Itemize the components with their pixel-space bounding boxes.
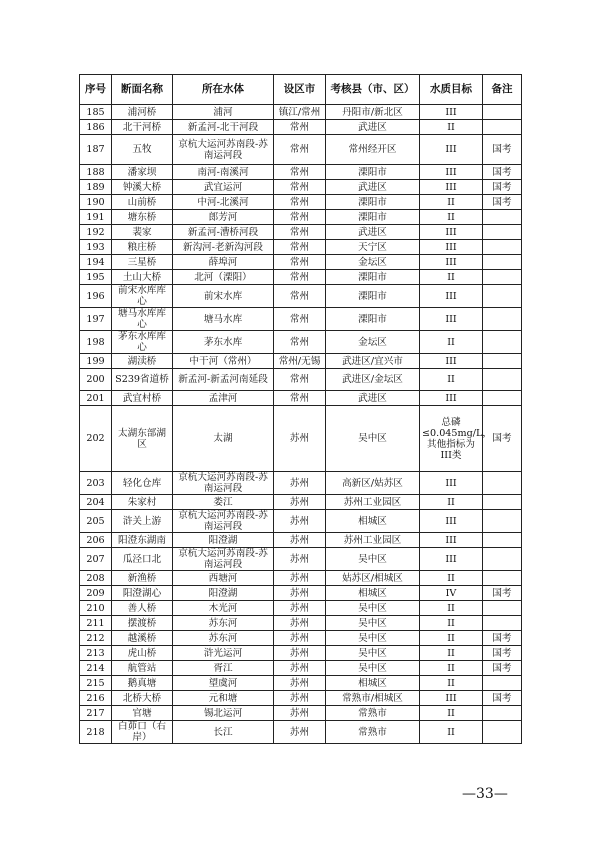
table-row bbox=[80, 691, 522, 706]
row-section-name: 官塘 bbox=[112, 706, 173, 721]
row-note bbox=[483, 369, 522, 391]
row-water-body: 中河-北溪河 bbox=[173, 195, 274, 210]
row-city: 常州 bbox=[274, 308, 326, 331]
row-quality-goal: II bbox=[420, 601, 483, 616]
row-quality-goal: II bbox=[420, 646, 483, 661]
row-note bbox=[483, 706, 522, 721]
row-section-name: 钟溪大桥 bbox=[112, 180, 173, 195]
row-city: 苏州 bbox=[274, 616, 326, 631]
row-section-name: 鹅真塘 bbox=[112, 676, 173, 691]
row-county: 金坛区 bbox=[326, 255, 420, 270]
row-no: 198 bbox=[80, 331, 112, 354]
row-section-name: 前宋水库库心 bbox=[112, 285, 173, 308]
table-row bbox=[80, 135, 522, 165]
row-water-body: 太湖 bbox=[173, 406, 274, 472]
table-row bbox=[80, 472, 522, 495]
row-note: 国考 bbox=[483, 195, 522, 210]
header-no: 序号 bbox=[80, 75, 112, 105]
row-city: 苏州 bbox=[274, 601, 326, 616]
row-section-name: 浒关上游 bbox=[112, 510, 173, 533]
row-note bbox=[483, 391, 522, 406]
row-note bbox=[483, 533, 522, 548]
row-water-body: 锡北运河 bbox=[173, 706, 274, 721]
row-note bbox=[483, 721, 522, 744]
row-city: 苏州 bbox=[274, 631, 326, 646]
row-note bbox=[483, 472, 522, 495]
row-county: 丹阳市/新北区 bbox=[326, 105, 420, 120]
row-quality-goal: II bbox=[420, 495, 483, 510]
row-note bbox=[483, 571, 522, 586]
row-water-body: 苏东河 bbox=[173, 616, 274, 631]
row-water-body: 郎芳河 bbox=[173, 210, 274, 225]
header-note: 备注 bbox=[483, 75, 522, 105]
row-note bbox=[483, 240, 522, 255]
row-quality-goal: IV bbox=[420, 586, 483, 601]
row-section-name: S239省道桥 bbox=[112, 369, 173, 391]
row-section-name: 白茆口（右岸） bbox=[112, 721, 173, 744]
row-no: 212 bbox=[80, 631, 112, 646]
row-no: 213 bbox=[80, 646, 112, 661]
row-no: 202 bbox=[80, 406, 112, 472]
header-water-body: 所在水体 bbox=[173, 75, 274, 105]
row-city: 常州 bbox=[274, 180, 326, 195]
row-no: 188 bbox=[80, 165, 112, 180]
row-water-body: 木光河 bbox=[173, 601, 274, 616]
row-county: 武进区 bbox=[326, 391, 420, 406]
row-water-body: 胥江 bbox=[173, 661, 274, 676]
row-county: 溧阳市 bbox=[326, 165, 420, 180]
table-row bbox=[80, 270, 522, 285]
row-section-name: 善人桥 bbox=[112, 601, 173, 616]
row-county: 吴中区 bbox=[326, 646, 420, 661]
row-note: 国考 bbox=[483, 646, 522, 661]
row-note: 国考 bbox=[483, 661, 522, 676]
row-quality-goal: III bbox=[420, 472, 483, 495]
row-quality-goal: II bbox=[420, 661, 483, 676]
row-water-body: 茅东水库 bbox=[173, 331, 274, 354]
row-city: 苏州 bbox=[274, 472, 326, 495]
row-county: 常熟市 bbox=[326, 706, 420, 721]
row-county: 吴中区 bbox=[326, 406, 420, 472]
row-water-body: 孟津河 bbox=[173, 391, 274, 406]
row-city: 苏州 bbox=[274, 646, 326, 661]
row-section-name: 塘马水库库心 bbox=[112, 308, 173, 331]
row-county: 常州经开区 bbox=[326, 135, 420, 165]
row-county: 武进区 bbox=[326, 225, 420, 240]
row-quality-goal: II bbox=[420, 270, 483, 285]
row-county: 武进区/宜兴市 bbox=[326, 354, 420, 369]
row-no: 196 bbox=[80, 285, 112, 308]
row-city: 苏州 bbox=[274, 676, 326, 691]
table-row bbox=[80, 391, 522, 406]
row-county: 溧阳市 bbox=[326, 195, 420, 210]
row-no: 214 bbox=[80, 661, 112, 676]
row-no: 192 bbox=[80, 225, 112, 240]
row-section-name: 裴家 bbox=[112, 225, 173, 240]
page-number: —33— bbox=[462, 786, 508, 802]
row-section-name: 北干河桥 bbox=[112, 120, 173, 135]
row-no: 217 bbox=[80, 706, 112, 721]
table-row bbox=[80, 548, 522, 571]
header-city: 设区市 bbox=[274, 75, 326, 105]
row-note: 国考 bbox=[483, 406, 522, 472]
row-note bbox=[483, 548, 522, 571]
row-no: 209 bbox=[80, 586, 112, 601]
row-section-name: 三星桥 bbox=[112, 255, 173, 270]
table-row bbox=[80, 661, 522, 676]
table-row bbox=[80, 601, 522, 616]
row-city: 苏州 bbox=[274, 510, 326, 533]
row-city: 常州 bbox=[274, 120, 326, 135]
row-city: 苏州 bbox=[274, 495, 326, 510]
row-quality-goal: II bbox=[420, 721, 483, 744]
row-county: 天宁区 bbox=[326, 240, 420, 255]
row-no: 197 bbox=[80, 308, 112, 331]
row-city: 常州/无锡 bbox=[274, 354, 326, 369]
row-water-body: 长江 bbox=[173, 721, 274, 744]
row-section-name: 阳澄湖心 bbox=[112, 586, 173, 601]
header-county: 考核县（市、区） bbox=[326, 75, 420, 105]
row-note bbox=[483, 616, 522, 631]
row-no: 199 bbox=[80, 354, 112, 369]
row-county: 溧阳市 bbox=[326, 270, 420, 285]
row-section-name: 航管站 bbox=[112, 661, 173, 676]
table-row bbox=[80, 631, 522, 646]
row-no: 210 bbox=[80, 601, 112, 616]
header-quality-goal: 水质目标 bbox=[420, 75, 483, 105]
row-no: 193 bbox=[80, 240, 112, 255]
row-water-body: 薛埠河 bbox=[173, 255, 274, 270]
row-county: 金坛区 bbox=[326, 331, 420, 354]
row-county: 高新区/姑苏区 bbox=[326, 472, 420, 495]
row-city: 苏州 bbox=[274, 706, 326, 721]
row-no: 187 bbox=[80, 135, 112, 165]
row-quality-goal: III bbox=[420, 165, 483, 180]
row-city: 镇江/常州 bbox=[274, 105, 326, 120]
row-county: 溧阳市 bbox=[326, 285, 420, 308]
row-city: 常州 bbox=[274, 165, 326, 180]
table-row bbox=[80, 165, 522, 180]
row-city: 苏州 bbox=[274, 691, 326, 706]
row-city: 苏州 bbox=[274, 586, 326, 601]
row-no: 195 bbox=[80, 270, 112, 285]
row-no: 191 bbox=[80, 210, 112, 225]
row-county: 吴中区 bbox=[326, 616, 420, 631]
row-water-body: 南河-南溪河 bbox=[173, 165, 274, 180]
row-water-body: 娄江 bbox=[173, 495, 274, 510]
row-section-name: 土山大桥 bbox=[112, 270, 173, 285]
row-no: 211 bbox=[80, 616, 112, 631]
row-county: 苏州工业园区 bbox=[326, 533, 420, 548]
row-note bbox=[483, 255, 522, 270]
row-section-name: 武宜村桥 bbox=[112, 391, 173, 406]
row-note bbox=[483, 495, 522, 510]
row-city: 常州 bbox=[274, 240, 326, 255]
row-quality-goal: II bbox=[420, 369, 483, 391]
row-note bbox=[483, 510, 522, 533]
table-row bbox=[80, 721, 522, 744]
row-quality-goal: III bbox=[420, 285, 483, 308]
table-row bbox=[80, 210, 522, 225]
row-water-body: 前宋水库 bbox=[173, 285, 274, 308]
row-city: 苏州 bbox=[274, 406, 326, 472]
table-row bbox=[80, 406, 522, 472]
row-water-body: 塘马水库 bbox=[173, 308, 274, 331]
row-note bbox=[483, 270, 522, 285]
row-quality-goal: III bbox=[420, 533, 483, 548]
row-quality-goal: III bbox=[420, 548, 483, 571]
table-row bbox=[80, 354, 522, 369]
row-section-name: 塘东桥 bbox=[112, 210, 173, 225]
row-quality-goal: 总磷≤0.045mg/L，其他指标为III类 bbox=[420, 406, 483, 472]
row-city: 苏州 bbox=[274, 533, 326, 548]
row-note bbox=[483, 210, 522, 225]
row-section-name: 太湖东部湖区 bbox=[112, 406, 173, 472]
table-row bbox=[80, 225, 522, 240]
row-water-body: 京杭大运河苏南段-苏南运河段 bbox=[173, 135, 274, 165]
row-city: 苏州 bbox=[274, 571, 326, 586]
row-quality-goal: III bbox=[420, 225, 483, 240]
row-water-body: 阳澄湖 bbox=[173, 586, 274, 601]
row-county: 相城区 bbox=[326, 586, 420, 601]
row-quality-goal: III bbox=[420, 180, 483, 195]
row-note: 国考 bbox=[483, 631, 522, 646]
row-water-body: 浒光运河 bbox=[173, 646, 274, 661]
row-note bbox=[483, 331, 522, 354]
row-note bbox=[483, 120, 522, 135]
row-quality-goal: II bbox=[420, 616, 483, 631]
row-no: 186 bbox=[80, 120, 112, 135]
row-water-body: 西塘河 bbox=[173, 571, 274, 586]
row-section-name: 朱家村 bbox=[112, 495, 173, 510]
row-county: 姑苏区/相城区 bbox=[326, 571, 420, 586]
row-water-body: 武宜运河 bbox=[173, 180, 274, 195]
row-city: 苏州 bbox=[274, 721, 326, 744]
row-quality-goal: III bbox=[420, 240, 483, 255]
row-no: 190 bbox=[80, 195, 112, 210]
row-county: 常熟市/相城区 bbox=[326, 691, 420, 706]
row-quality-goal: II bbox=[420, 631, 483, 646]
row-no: 203 bbox=[80, 472, 112, 495]
row-note: 国考 bbox=[483, 165, 522, 180]
row-section-name: 湖渎桥 bbox=[112, 354, 173, 369]
row-note bbox=[483, 225, 522, 240]
row-county: 常熟市 bbox=[326, 721, 420, 744]
row-water-body: 阳澄湖 bbox=[173, 533, 274, 548]
row-quality-goal: III bbox=[420, 510, 483, 533]
row-city: 常州 bbox=[274, 270, 326, 285]
row-city: 常州 bbox=[274, 135, 326, 165]
table-row bbox=[80, 285, 522, 308]
row-water-body: 新孟河-漕桥河段 bbox=[173, 225, 274, 240]
row-section-name: 五牧 bbox=[112, 135, 173, 165]
row-note: 国考 bbox=[483, 586, 522, 601]
row-section-name: 摆渡桥 bbox=[112, 616, 173, 631]
water-quality-table bbox=[79, 74, 522, 744]
row-quality-goal: III bbox=[420, 105, 483, 120]
row-county: 武进区 bbox=[326, 120, 420, 135]
row-city: 常州 bbox=[274, 285, 326, 308]
row-city: 苏州 bbox=[274, 548, 326, 571]
row-note bbox=[483, 676, 522, 691]
row-section-name: 越溪桥 bbox=[112, 631, 173, 646]
row-section-name: 新渔桥 bbox=[112, 571, 173, 586]
row-water-body: 北河（溧阳） bbox=[173, 270, 274, 285]
row-no: 205 bbox=[80, 510, 112, 533]
row-water-body: 京杭大运河苏南段-苏南运河段 bbox=[173, 472, 274, 495]
row-no: 200 bbox=[80, 369, 112, 391]
row-quality-goal: III bbox=[420, 135, 483, 165]
row-city: 常州 bbox=[274, 225, 326, 240]
table-row bbox=[80, 646, 522, 661]
row-quality-goal: II bbox=[420, 210, 483, 225]
row-county: 吴中区 bbox=[326, 548, 420, 571]
row-no: 201 bbox=[80, 391, 112, 406]
row-water-body: 元和塘 bbox=[173, 691, 274, 706]
header-section-name: 断面名称 bbox=[112, 75, 173, 105]
row-note bbox=[483, 308, 522, 331]
row-no: 218 bbox=[80, 721, 112, 744]
table-row bbox=[80, 571, 522, 586]
row-section-name: 虎山桥 bbox=[112, 646, 173, 661]
row-section-name: 山前桥 bbox=[112, 195, 173, 210]
row-section-name: 茅东水库库心 bbox=[112, 331, 173, 354]
table-header-row bbox=[80, 75, 522, 105]
row-section-name: 北桥大桥 bbox=[112, 691, 173, 706]
row-section-name: 瓜泾口北 bbox=[112, 548, 173, 571]
row-county: 溧阳市 bbox=[326, 308, 420, 331]
row-water-body: 新沟河-老新沟河段 bbox=[173, 240, 274, 255]
row-note: 国考 bbox=[483, 180, 522, 195]
row-water-body: 新孟河-北干河段 bbox=[173, 120, 274, 135]
row-county: 吴中区 bbox=[326, 661, 420, 676]
row-city: 常州 bbox=[274, 255, 326, 270]
table-row bbox=[80, 586, 522, 601]
row-no: 185 bbox=[80, 105, 112, 120]
row-quality-goal: II bbox=[420, 676, 483, 691]
row-note bbox=[483, 354, 522, 369]
row-note bbox=[483, 601, 522, 616]
row-quality-goal: II bbox=[420, 195, 483, 210]
row-no: 215 bbox=[80, 676, 112, 691]
row-county: 溧阳市 bbox=[326, 210, 420, 225]
row-city: 苏州 bbox=[274, 661, 326, 676]
row-section-name: 浦河桥 bbox=[112, 105, 173, 120]
table-row bbox=[80, 240, 522, 255]
table-row bbox=[80, 495, 522, 510]
row-county: 相城区 bbox=[326, 676, 420, 691]
row-quality-goal: II bbox=[420, 571, 483, 586]
row-no: 204 bbox=[80, 495, 112, 510]
row-note: 国考 bbox=[483, 691, 522, 706]
table-row bbox=[80, 706, 522, 721]
row-city: 常州 bbox=[274, 391, 326, 406]
row-section-name: 阳澄东湖南 bbox=[112, 533, 173, 548]
table-row bbox=[80, 120, 522, 135]
row-county: 吴中区 bbox=[326, 631, 420, 646]
row-city: 常州 bbox=[274, 195, 326, 210]
row-quality-goal: III bbox=[420, 391, 483, 406]
table-row bbox=[80, 676, 522, 691]
row-no: 216 bbox=[80, 691, 112, 706]
row-quality-goal: III bbox=[420, 691, 483, 706]
row-county: 相城区 bbox=[326, 510, 420, 533]
row-county: 武进区 bbox=[326, 180, 420, 195]
table-row bbox=[80, 331, 522, 354]
row-county: 武进区/金坛区 bbox=[326, 369, 420, 391]
table-row bbox=[80, 180, 522, 195]
row-water-body: 苏东河 bbox=[173, 631, 274, 646]
table-row bbox=[80, 308, 522, 331]
row-water-body: 浦河 bbox=[173, 105, 274, 120]
row-quality-goal: II bbox=[420, 331, 483, 354]
row-no: 206 bbox=[80, 533, 112, 548]
row-quality-goal: II bbox=[420, 706, 483, 721]
row-county: 苏州工业园区 bbox=[326, 495, 420, 510]
row-quality-goal: III bbox=[420, 255, 483, 270]
table-row bbox=[80, 616, 522, 631]
row-quality-goal: II bbox=[420, 120, 483, 135]
row-section-name: 轻化仓库 bbox=[112, 472, 173, 495]
row-city: 常州 bbox=[274, 210, 326, 225]
row-city: 常州 bbox=[274, 331, 326, 354]
row-water-body: 京杭大运河苏南段-苏南运河段 bbox=[173, 510, 274, 533]
row-no: 208 bbox=[80, 571, 112, 586]
row-water-body: 中干河（常州） bbox=[173, 354, 274, 369]
row-quality-goal: III bbox=[420, 308, 483, 331]
row-water-body: 望虞河 bbox=[173, 676, 274, 691]
table-row bbox=[80, 105, 522, 120]
table-row bbox=[80, 195, 522, 210]
table-row bbox=[80, 255, 522, 270]
table-row bbox=[80, 369, 522, 391]
row-no: 189 bbox=[80, 180, 112, 195]
row-note bbox=[483, 285, 522, 308]
row-note bbox=[483, 105, 522, 120]
row-water-body: 京杭大运河苏南段-苏南运河段 bbox=[173, 548, 274, 571]
row-county: 吴中区 bbox=[326, 601, 420, 616]
row-city: 常州 bbox=[274, 369, 326, 391]
row-section-name: 粮庄桥 bbox=[112, 240, 173, 255]
row-section-name: 潘家坝 bbox=[112, 165, 173, 180]
row-water-body: 新孟河-新孟河南延段 bbox=[173, 369, 274, 391]
row-quality-goal: III bbox=[420, 354, 483, 369]
row-no: 194 bbox=[80, 255, 112, 270]
row-no: 207 bbox=[80, 548, 112, 571]
table-row bbox=[80, 510, 522, 533]
table-row bbox=[80, 533, 522, 548]
row-note: 国考 bbox=[483, 135, 522, 165]
